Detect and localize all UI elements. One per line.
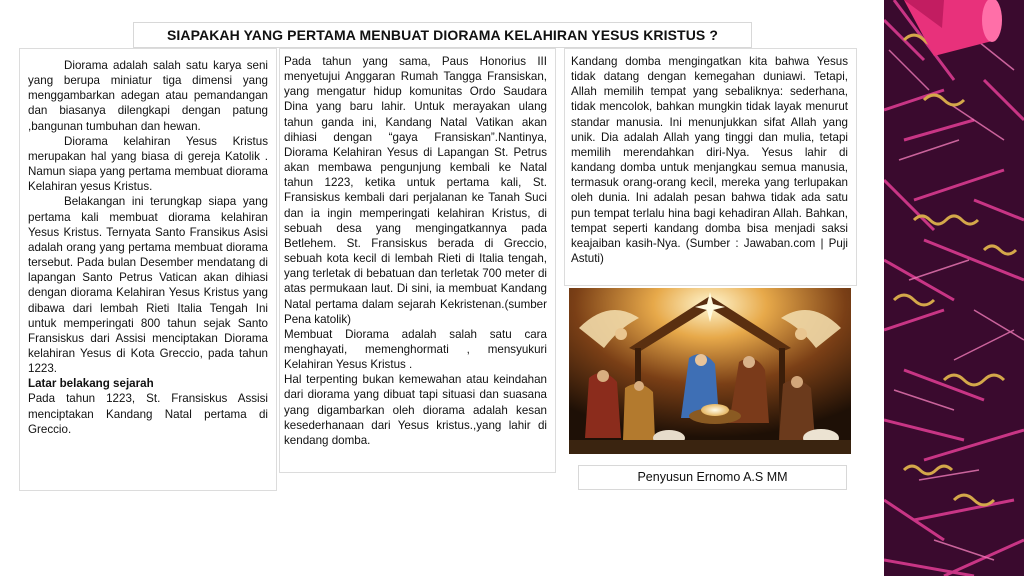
christmas-decoration-image (884, 0, 1024, 576)
paragraph: Kandang domba mengingatkan kita bahwa Yesus tidak datang dengan kemegahan duniawi. Tetapi, Allah memilih tempat yang sebaliknya: sederhana, tidak mencolok, bahkan mungkin tidak layak menurut standar manusia. Ini menunjukkan sifat Allah yang unik. Dia adalah Allah yang tinggi dan mulia, tetapi memilih merendahkan diri-Nya. Yesus lahir di kandang domba untuk menjangkau semua manusia, termasuk orang-orang kecil, mereka yang terlupakan oleh dunia. Ini adalah pesan bahwa tidak ada satu pun tempat terlalu hina bagi kehadiran Allah. Bahkan, tempat seperti kandang domba bisa menjadi saksi keajaiban kasih-Nya. (Sumber : Jawaban.com | Puji Astuti) (571, 55, 848, 266)
text-column-2 (279, 48, 556, 473)
article-title: SIAPAKAH YANG PERTAMA MENBUAT DIORAMA KELAHIRAN YESUS KRISTUS ? (133, 22, 752, 48)
nativity-scene-image (569, 288, 851, 454)
nativity-illustration (569, 288, 851, 454)
section-subheading: Latar belakang sejarah (28, 377, 154, 391)
paragraph: Diorama adalah salah satu karya seni yang berupa miniatur tiga dimensi yang menggambarkan adegan atau pemandangan dan biasanya dilengkapi dengan patung ,bangunan tumbuhan dan hewan. (28, 59, 268, 133)
tinsel-decoration (884, 0, 1024, 576)
text-column-3 (564, 48, 857, 286)
author-credit: Penyusun Ernomo A.S MM (578, 465, 847, 490)
paragraph: Pada tahun 1223, St. Fransiskus Assisi menciptakan Kandang Natal pertama di Greccio. (28, 392, 268, 436)
text-column-1 (19, 48, 277, 491)
paragraph: Pada tahun yang sama, Paus Honorius III menyetujui Anggaran Rumah Tangga Fransiskan, yang mengatur hidup komunitas Ordo Saudara Dina yang baru lahir. Untuk merayakan ulang tahun ganda ini, Kandang Natal Vatikan akan dihiasi dengan “gaya Fransiskan”.Nantinya, Diorama Kelahiran Yesus di Lapangan St. Petrus akan membawa pengunjung kembali ke Natal tahun 1223, ketika untuk pertama kali, St. Fransiskus kembali dari perjalanan ke Tanah Suci dan ia ingin memperingati kelahiran Kristus, di sebuah desa yang mengingatkannya pada Betlehem. St. Fransiskus berada di Greccio, sebuah kota kecil di lembah Rieti di Italia tengah, yang terletak di bebatuan dan terletak 700 meter di atas permukaan laut. Di sini, ia membuat Kandang Natal pertama dalam sejarah Kekristenan.(sumber Pena katolik) (284, 55, 547, 326)
paragraph: Belakangan ini terungkap siapa yang pertama kali membuat diorama kelahiran Yesus Kristus. Ternyata Santo Fransikus Asisi adalah orang yang pertama membuat diorama tersebut. Pada bulan Desember mendatang di lapangan Santo Petrus Vatican akan dihiasi dengan diorama Kelahiran Yesus Kristus yang dibawa dari lembah Rieti Italia Tengah Ini untuk memperingati 800 tahun sejak Santo Fransiskus dari Assisi menciptakan Diorama kelahiran Yesus di Kota Greccio, pada tahun 1223. (28, 195, 268, 376)
paragraph: Membuat Diorama adalah salah satu cara menghayati, memenghormati , mensyukuri Kelahiran Yesus Kristus . (284, 327, 547, 372)
paragraph: Hal terpenting bukan kemewahan atau keindahan dari diorama yang dibuat tapi situasi dan suasana yang digambarkan oleh diorama adalah kesan kesederhanaan dari Yesus kristus.,yang lahir di kendang domba. (284, 373, 547, 447)
paragraph: Diorama kelahiran Yesus Kristus merupakan hal yang biasa di gereja Katolik . Namun siapa yang pertama membuat diorama Kelahiran yesus Kristus. (28, 134, 268, 194)
